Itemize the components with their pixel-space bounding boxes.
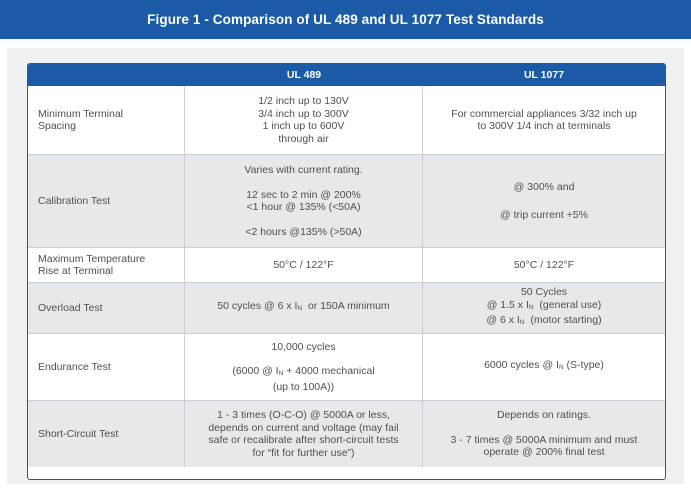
- table-row-endurance: [28, 334, 665, 401]
- ul489-terminal-spacing: 1/2 inch up to 130V 3/4 inch up to 300V 1 inch up to 600V through air: [185, 86, 423, 154]
- table-row-short-circuit: [28, 401, 665, 467]
- figure-title: Figure 1 - Comparison of UL 489 and UL 1077 Test Standards: [0, 0, 691, 39]
- ul489-temperature-rise: 50°C / 122°F: [185, 248, 423, 282]
- header-ul489: UL 489: [286, 68, 322, 81]
- ul489-endurance: 10,000 cycles (6000 @ $I_N + 4000$ mechanical (up to 100A)): [185, 334, 423, 400]
- table-row-overload: [28, 283, 665, 334]
- row-label-overload: Overload Test: [28, 283, 185, 333]
- ul489-overload: 50 cycles @ 6 x $I_N$ or 150A minimum: [185, 283, 423, 333]
- ul1077-calibration: @ 300% and @ trip current +5%: [500, 180, 588, 221]
- comparison-table: [27, 63, 666, 480]
- header-ul1077: UL 1077: [523, 68, 565, 81]
- row-label-short-circuit: Short-Circuit Test: [28, 401, 185, 467]
- table-row-terminal-spacing: [28, 86, 665, 155]
- ul1077-terminal-spacing: For commercial appliances 3/32 inch up to 300V 1/4 inch at terminals: [451, 107, 637, 132]
- row-label-temperature-rise: Maximum Temperature Rise at Terminal: [28, 248, 185, 282]
- table-row-temperature-rise: [28, 248, 665, 283]
- row-label-calibration: Calibration Test: [28, 155, 185, 247]
- header-empty-cell: [28, 64, 185, 86]
- ul489-short-circuit: 1 - 3 times (O-C-O) @ 5000A or less, depends on current and voltage (may fail safe or recalibrate after short-circuit tests for “fit for further use”): [185, 401, 423, 467]
- row-label-terminal-spacing: Minimum Terminal Spacing: [28, 86, 185, 154]
- table-header-row: [28, 64, 665, 86]
- ul1077-short-circuit: Depends on ratings. 3 - 7 times @ 5000A minimum and must operate @ 200% final test: [450, 409, 638, 459]
- table-row-calibration: [28, 155, 665, 248]
- ul1077-temperature-rise: 50°C / 122°F: [513, 258, 575, 271]
- row-label-endurance: Endurance Test: [28, 334, 185, 400]
- ul1077-endurance: 6000 cycles @ $I_N$ (S-type): [484, 359, 604, 372]
- ul489-calibration: Varies with current rating. 12 sec to 2 min @ 200% <1 hour @ 135% (<50A) <2 hours @135% (>50A): [185, 155, 423, 247]
- ul1077-overload: 50 Cycles @ 1.5 x $I_N$ (general use) @ 6 x $I_N$ (motor starting): [486, 286, 602, 327]
